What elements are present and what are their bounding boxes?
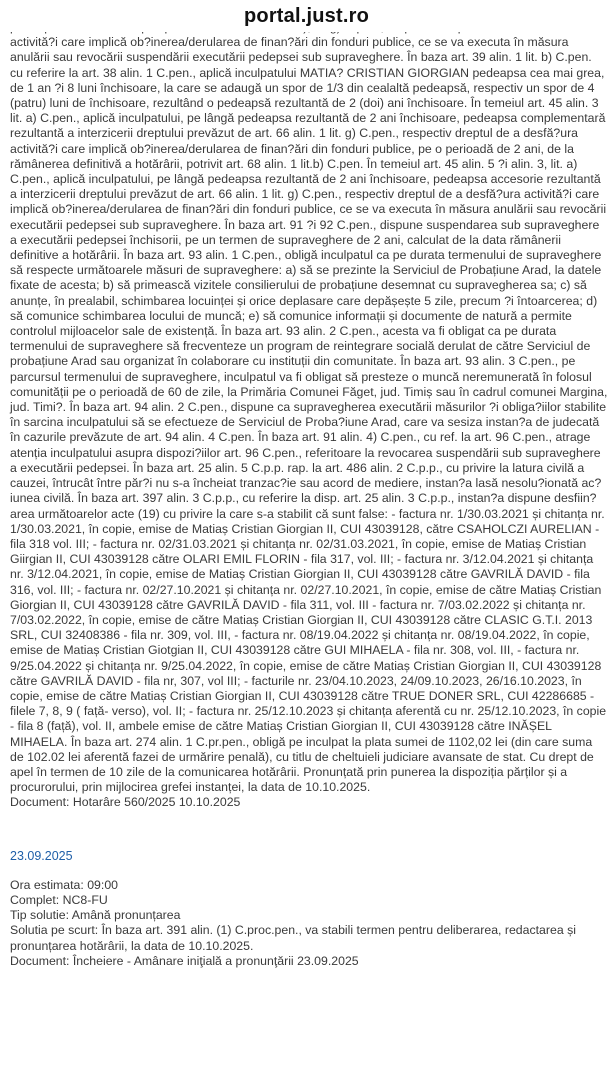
panel-code: Complet: NC8-FU — [10, 892, 108, 907]
session-document: Document: Încheiere - Amânare iniţială a pronunţării 23.09.2025 — [10, 953, 359, 968]
solution-type: Tip solutie: Amână pronunțarea — [10, 908, 181, 923]
session-details — [10, 878, 608, 969]
case-details — [10, 20, 608, 969]
solution-text: activită?i care implică ob?inerea/derularea de finan?ări din fonduri publice, ce se va executa în măsura anulării sau revocării suspendării executării pedepsei sub supraveghere. În baza art. 39 alin. 1 lit. b) C.pen. cu referire la art. 38 alin. 1 C.pen., aplică inculpatului MATIA? CRISTIAN GIORGIAN pedeapsa cea mai grea, de 1 an ?i 8 luni închisoare, la care se adaugă un spor de 1/3 din cealaltă pedeapsă, respectiv un spor de 4 (patru) luni de închisoare, rezultând o pedeapsă rezultantă de 2 (doi) ani închisoare. În temeiul art. 45 alin. 3 lit. a) C.pen., aplică inculpatului, pe lângă pedeapsa rezultantă de 2 ani închisoare, pedeapsa complementară rezultantă a interzicerii dreptului prevăzut de art. 66 alin. 1 lit. g) C.pen., respectiv dreptul de a desfă?ura activită?i care implică ob?inerea/derularea de finan?ări din fonduri publice, pe o perioadă de 2 ani, de la rămânerea definitivă a hotărârii, potrivit art. 68 alin. 1 lit.b) C.pen. În temeiul art. 45 alin. 5 ?i alin. 3, lit. a) C.pen., aplică inculpatului, pe lângă pedeapsa rezultantă de 2 ani închisoare, pedeapsa accesorie rezultantă a interzicerii dreptului prevăzut de art. 66 alin. 1 lit. g) C.pen., respectiv dreptul de a desfă?ura activită?i care implică ob?inerea/derularea de finan?ări din fonduri publice, ce se va executa în măsura anulării sau revocării executării pedepsei sub supraveghere. În baza art. 91 ?i 92 C.pen., dispune suspendarea sub supraveghere a executării pedepsei închisorii, pe un termen de supraveghere de 2 ani, calculat de la data rămânerii definitive a hotărârii. În baza art. 93 alin. 1 C.pen., obligă inculpatul ca pe durata termenului de supraveghere să respecte următoarele măsuri de supraveghere: a) să se prezinte la Serviciul de Probațiune Arad, la datele fixate de acesta; b) să primească vizitele consilierului de probațiune desemnat cu supravegherea sa; c) să anunțe, în prealabil, schimbarea locuinței și orice deplasare care depășește 5 zile, precum ?i întoarcerea; d) să comunice schimbarea locului de muncă; e) să comunice informații și documente de natură a permite controlul mijloacelor sale de existență. În baza art. 93 alin. 2 C.pen., acesta va fi obligat ca pe durata termenului de supraveghere să frecventeze un program de reintegrare socială derulat de către Serviciul de probațiune Arad sau organizat în colaborare cu instituții din comunitate. În baza art. 93 alin. 3 C.pen., pe parcursul termenului de supraveghere, inculpatul va fi obligat să presteze o muncă neremunerată în folosul comunității pe o perioadă de 60 de zile, la Primăria Comunei Făget, jud. Timiș sau în cadrul comunei Margina, jud. Timi?. În baza art. 94 alin. 2 C.pen., dispune ca supravegherea executării măsurilor ?i obliga?iilor stabilite în sarcina inculpatului să se efectueze de Serviciul de Proba?iune Arad, care va sesiza instan?a de judecată în cazurile prevăzute de art. 94 alin. 4 C.pen. În baza art. 91 alin. 4) C.pen., cu ref. la art. 96 C.pen., atrage atenția inculpatului asupra dispozi?iilor art. 96 C.pen., referitoare la revocarea suspendării sub supraveghere a executării pedepsei. În baza art. 25 alin. 5 C.p.p. rap. la art. 486 alin. 2 C.p.p., cu privire la latura civilă a cauzei, întrucât între păr?i nu s-a încheiat tranzac?ie sau acord de mediere, instan?a lasă nesolu?ionată ac?iunea civilă. În baza art. 397 alin. 3 C.p.p., cu referire la disp. art. 25 alin. 3 C.p.p., instan?a dispune desfiin?area următoarelor acte (19) cu privire la care s-a stabilit că sunt false: - factura nr. 1/30.03.2021 și chitanța nr. 1/30.03.2021, în copie, emise de Matiaș Cristian Giorgian II, CUI 43039128, către CSAHOLCZI AURELIAN - fila 318 vol. III; - factura nr. 02/31.03.2021 și chitanța nr. 02/31.03.2021, în copie, emise de Matiaș Cristian Giirgian II, CUI 43039128 către OLARI EMIL FLORIN - fila 317, vol. III; - factura nr. 3/12.04.2021 și chitanța nr. 3/12.04.2021, în copie, emise de Matiaș Cristian Giorgian II, CUI 43039128 către GAVRILĂ DAVID - fila 316, vol. III; - factura nr. 02/27.10.2021 și chitanța nr. 02/27.10.2021, în copie, emise de către Matiaș Cristian Giorgian II, CUI 43039128 către GAVRILĂ DAVID - fila 311, vol. III - factura nr. 7/03.02.2022 și chitanța nr. 7/03.02.2022, în copie, emise de către Matiaș Cristian Giorgian II, CUI 43039128 către CLASIC G.T.I. 2013 SRL, CUI 32408386 - fila nr. 309, vol. III, - factura nr. 08/19.04.2022 și chitanța nr. 08/19.04.2022, în copie, emise de Matiaș Cristian Giotgian II, CUI 43039128 către GUI MIHAELA - fila nr. 308, vol. III, - factura nr. 9/25.04.2022 și chitanța nr. 9/25.04.2022, în copie, emise de către Matiaș Cristian Giorgian II, CUI 43039128 către GAVRILĂ DAVID - fila nr, 307, vol III; - facturile nr. 23/04.10.2023, 24/09.10.2023, 26/16.10.2023, în copie, emise de către Matiaș Cristian Giorgian II, CUI 43039128 către TRUE DONER SRL, CUI 42286685 - filele 7, 8, 9 ( față- verso), vol. II; - factura nr. 25/12.10.2023 și chitanța aferentă cu nr. 25/12.10.2023, în copie - fila 8 (față), vol. II, ambele emise de către Matiaș Cristian Giorgian II, CUI 43039128 către INĂȘEL MIHAELA. În baza art. 274 alin. 1 C.pr.pen., obligă pe inculpat la plata sumei de 1102,02 lei (din care suma de 102.02 lei aferentă fazei de urmărire penală), cu titlu de cheltuieli judiciare avansate de stat. Cu drept de apel în termen de 10 zile de la comunicarea hotărârii. Pronunțată prin punerea la dispoziția părților și a procurorului, prin mijlocirea grefei instanței, la data de 10.10.2025. — [10, 35, 608, 795]
estimated-time: Ora estimata: 09:00 — [10, 877, 118, 892]
browser-address-bar[interactable] — [0, 0, 613, 32]
document-line: Document: Hotarâre 560/2025 10.10.2025 — [10, 795, 241, 810]
short-solution: Solutia pe scurt: În baza art. 391 alin. (1) C.proc.pen., va stabili termen pentru deliberarea, redactarea și pronunțarea hotărârii, la data de 10.10.2025. — [10, 923, 576, 953]
url-domain: portal.just.ro — [243, 4, 370, 27]
session-date-link[interactable]: 23.09.2025 — [10, 848, 73, 863]
